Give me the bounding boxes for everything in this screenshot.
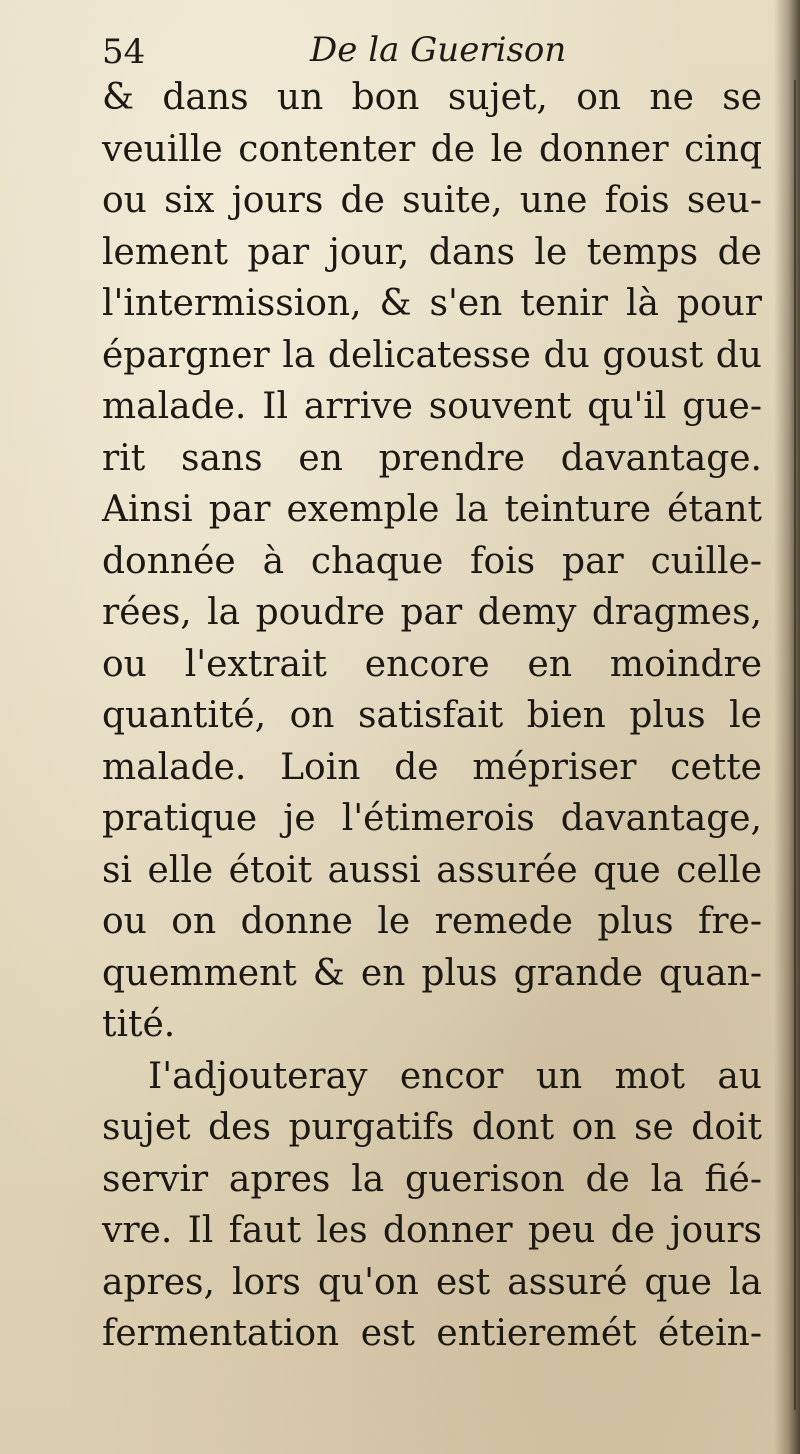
text-line: apres, lors qu'on est assuré que la <box>102 1261 762 1303</box>
text-line: vre. Il faut les donner peu de jours <box>102 1210 762 1251</box>
body-text <box>102 72 762 1360</box>
gutter-shadow <box>774 0 800 1454</box>
text-line: & dans un bon sujet, on ne se <box>102 77 762 118</box>
text-line: si elle étoit aussi assurée que celle <box>102 849 762 891</box>
text-line: rées, la poudre par demy dragmes, <box>102 592 762 633</box>
paragraph-end-line: tité. <box>102 1004 176 1045</box>
running-title: De la Guerison <box>310 30 567 70</box>
page-number: 54 <box>102 32 146 72</box>
gutter-edge <box>794 80 796 1410</box>
paragraph-start-line: I'adjouteray encor un mot au <box>148 1055 762 1097</box>
text-line: donnée à chaque fois par cuille- <box>102 540 762 582</box>
text-line: fermentation est entieremét étein- <box>102 1313 762 1354</box>
text-line: sujet des purgatifs dont on se doit <box>102 1107 762 1148</box>
text-line: l'intermission, & s'en tenir là pour <box>102 283 762 324</box>
text-line: rit sans en prendre davantage. <box>102 437 762 479</box>
text-line: épargner la delicatesse du goust du <box>102 334 762 376</box>
text-line: Ainsi par exemple la teinture étant <box>102 489 762 530</box>
text-line: servir apres la guerison de la fié- <box>102 1158 762 1200</box>
text-line: ou six jours de suite, une fois seu- <box>102 180 762 221</box>
text-line: lement par jour, dans le temps de <box>102 231 762 273</box>
text-line: quantité, on satisfait bien plus le <box>102 695 762 736</box>
text-line: ou l'extrait encore en moindre <box>102 643 762 685</box>
text-line: malade. Loin de mépriser cette <box>102 746 762 788</box>
text-line: veuille contenter de le donner cinq <box>102 128 762 170</box>
text-line: pratique je l'étimerois davantage, <box>102 798 762 839</box>
text-line: ou on donne le remede plus fre- <box>102 901 762 942</box>
text-line: malade. Il arrive souvent qu'il gue- <box>102 386 762 427</box>
text-line: quemment & en plus grande quan- <box>102 952 762 994</box>
